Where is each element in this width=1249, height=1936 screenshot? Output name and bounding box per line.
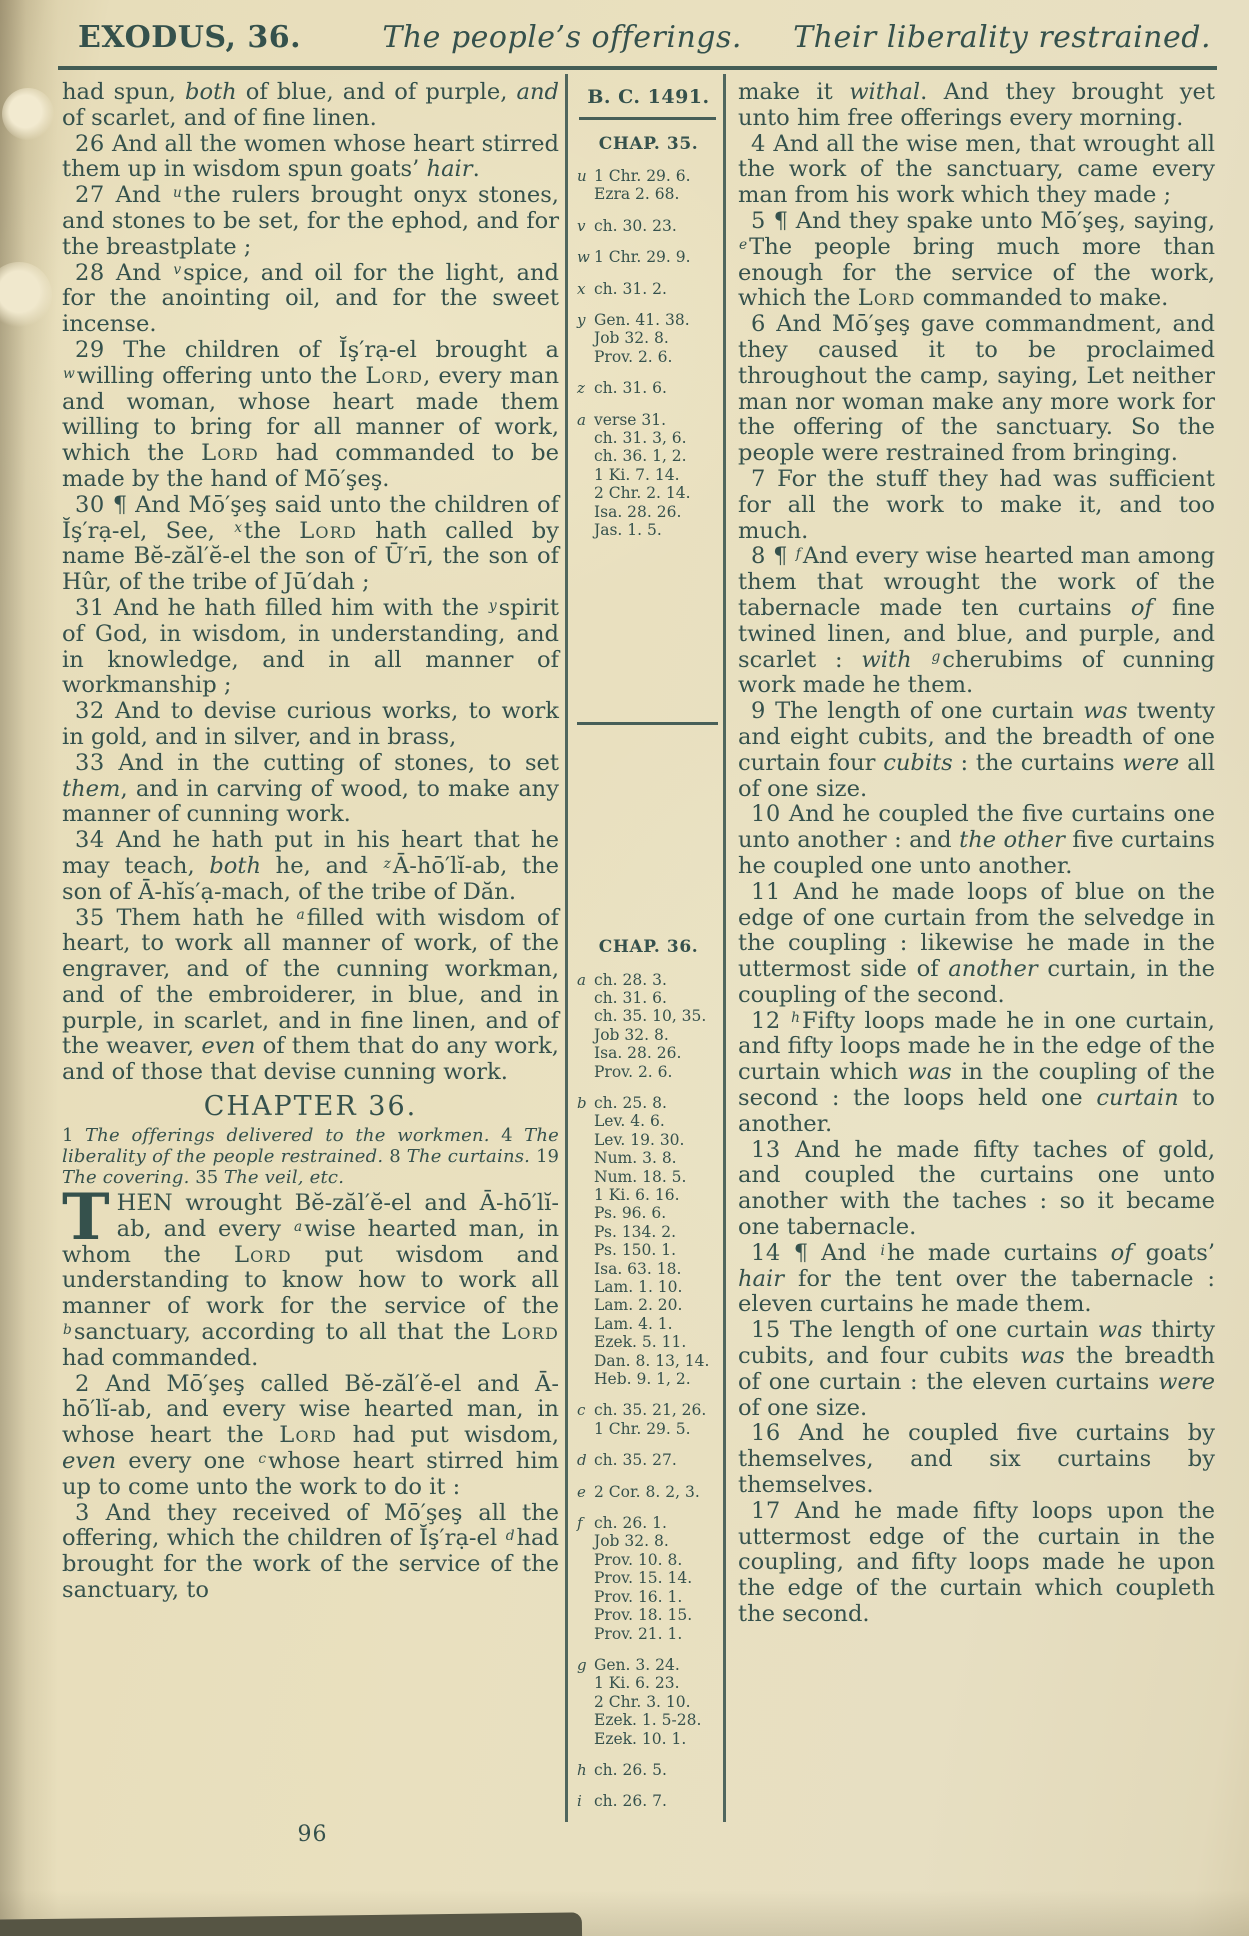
ref-line: Jas. 1. 5. xyxy=(594,521,662,540)
chapter-36-verses xyxy=(62,1180,559,1604)
verse: 17 And he made fifty loops upon the uttermost edge of the curtain in the coupling, and fifty loops made he upon the edge of the curtain which coupleth the second. xyxy=(738,1497,1215,1628)
cross-ref-letter: y xyxy=(488,597,497,614)
cross-ref-group xyxy=(577,1401,720,1438)
running-head xyxy=(62,20,1215,55)
verse: 29 The children of Ĭş′rạ-el brought a $^w$willing offering unto the Lord, every man and woman, whose heart made them willing to bring for all manner of work, which the Lord had commanded to be made by the hand of Mō′şeş. xyxy=(62,336,560,492)
verse: make it withal. And they brought yet unto him free offerings every morning. xyxy=(738,79,1215,131)
ref-line: ch. 35. 21, 26. xyxy=(594,1401,707,1420)
cross-ref-letter: z xyxy=(383,855,391,872)
cross-ref-letter: e xyxy=(739,236,748,253)
verse-number: 29 xyxy=(75,336,105,363)
ref-line: Prov. 21. 1. xyxy=(594,1624,683,1643)
ref-lines xyxy=(594,311,720,366)
verse: 15 The length of one curtain was thirty cubits, and four cubits was the breadth of one curtain : the eleven curtains were of one size. xyxy=(738,1317,1215,1421)
cross-ref-group xyxy=(577,1094,720,1389)
ref-lines xyxy=(594,1514,720,1643)
ref-line: Ps. 134. 2. xyxy=(594,1222,677,1241)
verse-number: 15 xyxy=(751,1317,781,1344)
cross-ref-letter: d xyxy=(505,1528,515,1545)
paper-blemish xyxy=(0,262,52,328)
running-head-right-title: Their liberality restrained. xyxy=(793,20,1211,55)
ref-lines xyxy=(594,280,720,298)
cross-ref-letter: c xyxy=(258,1450,267,1467)
ref-letter: w xyxy=(577,248,590,267)
ref-letter: h xyxy=(577,1760,587,1779)
ref-line: ch. 31. 2. xyxy=(594,279,667,298)
verse: THEN wrought Bĕ-zăl′ĕ-el and Ā-hō′lĭ-ab, and every $^a$wise hearted man, in whom the Lord put wisdom and understanding to know how to work all manner of work for the service of the $^b$sanctuary, according to all that the Lord had commanded. xyxy=(62,1180,559,1371)
ref-letter: i xyxy=(577,1792,582,1811)
verse-number: 11 xyxy=(751,878,781,905)
cross-ref-group xyxy=(577,217,720,235)
header-rule xyxy=(58,66,1217,70)
ref-line: Lam. 2. 20. xyxy=(594,1296,683,1315)
cross-ref-group xyxy=(577,311,720,366)
chap-36-references xyxy=(577,971,720,1811)
cross-ref-group xyxy=(577,167,720,204)
verse-number: 31 xyxy=(75,594,105,621)
ref-line: ch. 26. 7. xyxy=(594,1792,667,1811)
right-text-column xyxy=(726,74,1215,1822)
verse: 28 And $^v$spice, and oil for the light, and for the anointing oil, and for the sweet incense. xyxy=(62,259,559,338)
ref-lines xyxy=(594,1451,720,1469)
verse-number: 3 xyxy=(75,1499,90,1526)
ref-lines xyxy=(594,217,720,235)
ref-line: 2 Chr. 3. 10. xyxy=(594,1692,691,1711)
ref-line: Gen. 41. 38. xyxy=(594,311,690,330)
verse-number: 14 xyxy=(751,1239,781,1266)
ref-line: 1 Ki. 6. 16. xyxy=(594,1185,680,1204)
ref-line: ch. 31. 3, 6. xyxy=(594,429,687,448)
ref-line: Ps. 150. 1. xyxy=(594,1241,677,1260)
cross-ref-group xyxy=(577,280,720,298)
ref-line: Job 32. 8. xyxy=(594,1025,669,1044)
cross-ref-group xyxy=(577,1761,720,1779)
verse-number: 16 xyxy=(751,1420,781,1447)
verse: 11 And he made loops of blue on the edge of one curtain from the selvedge in the coupling : likewise he made in the uttermost side of another curtain, in the coupling of the second. xyxy=(738,878,1215,1008)
verse-number: 9 xyxy=(751,698,766,725)
ref-line: 1 Ki. 7. 14. xyxy=(594,465,680,484)
ref-line: 2 Chr. 2. 14. xyxy=(594,484,691,503)
cross-ref-letter: a xyxy=(294,1218,303,1235)
verse-number: 6 xyxy=(751,311,766,338)
verse: 12 $^h$Fifty loops made he in one curtain, and fifty loops made he in the edge of the curtain which was in the coupling of the second : the loops held one curtain to another. xyxy=(738,1007,1215,1137)
ref-line: 1 Ki. 6. 23. xyxy=(594,1674,680,1693)
verse: 5 ¶ And they spake unto Mō′şeş, saying, $^e$The people bring much more than enough for the service of the work, which the Lord commanded to make. xyxy=(738,207,1215,312)
verse-number: 17 xyxy=(751,1497,781,1524)
verse: 35 Them hath he $^a$filled with wisdom of heart, to work all manner of work, of the engraver, and of the cunning workman, and of the embroiderer, in blue, and in purple, in scarlet, and in fine linen, and of the weaver, even of them that do any work, and of those that devise cunning work. xyxy=(62,904,560,1086)
chapter-35-verses xyxy=(62,80,559,1086)
ref-line: ch. 26. 1. xyxy=(594,1514,667,1533)
divine-name: Lord xyxy=(233,1241,292,1268)
ref-lines xyxy=(594,971,720,1081)
ref-line: Heb. 9. 1, 2. xyxy=(594,1370,691,1389)
ref-line: ch. 31. 6. xyxy=(594,379,667,398)
ref-line: ch. 28. 3. xyxy=(594,970,667,989)
cross-ref-group xyxy=(577,1451,720,1469)
ref-line: Isa. 28. 26. xyxy=(594,502,682,521)
verse: 33 And in the cutting of stones, to set them, and in carving of wood, to make any manner of cunning work. xyxy=(62,749,559,828)
verse: 7 For the stuff they had was sufficient for all the work to make it, and too much. xyxy=(738,465,1215,544)
ref-letter: f xyxy=(577,1514,583,1533)
verse-number: 4 xyxy=(751,130,766,157)
ref-letter: a xyxy=(577,970,586,989)
cross-ref-letter: b xyxy=(63,1321,72,1338)
ref-line: Ezra 2. 68. xyxy=(594,185,680,204)
cross-ref-letter: f xyxy=(795,546,801,563)
ref-lines xyxy=(594,248,720,266)
ref-line: Prov. 2. 6. xyxy=(594,1062,673,1081)
ref-letter: c xyxy=(577,1401,586,1420)
page-number: 96 xyxy=(297,1822,328,1847)
ref-letter: v xyxy=(577,216,586,235)
ref-lines xyxy=(594,1656,720,1748)
cross-ref-group xyxy=(577,379,720,397)
ref-line: 2 Cor. 8. 2, 3. xyxy=(594,1482,700,1501)
verse-number: 2 xyxy=(75,1370,90,1397)
column-rule-left xyxy=(565,74,568,1822)
divine-name: Lord xyxy=(279,1422,338,1449)
ref-lines xyxy=(594,1401,720,1438)
verse: 8 ¶ $^f$And every wise hearted man among them that wrought the work of the tabernacle made ten curtains of fine twined linen, and blue, and purple, and scarlet : with $^g$cherubims of cunning work made he them. xyxy=(738,543,1215,699)
verse-number: 32 xyxy=(75,698,105,725)
ref-lines xyxy=(594,1792,720,1810)
verse: 26 And all the women whose heart stirred them up in wisdom spun goats’ hair. xyxy=(62,130,559,183)
divine-name: Lord xyxy=(857,285,916,312)
ref-line: Prov. 10. 8. xyxy=(594,1550,683,1569)
chap-35-ref-heading: CHAP. 35. xyxy=(598,134,699,154)
divine-name: Lord xyxy=(501,1319,559,1346)
ref-line: Lam. 1. 10. xyxy=(594,1278,683,1296)
verse: 3 And they received of Mō′şeş all the offering, which the children of Ĭş′rạ-el $^d$had brought for the work of the service of the sanctuary, to xyxy=(62,1499,559,1604)
ref-line: Lev. 19. 30. xyxy=(594,1130,685,1149)
verse-number: 7 xyxy=(751,465,766,492)
book-chapter-label: EXODUS, 36. xyxy=(78,20,302,55)
verse-number: 12 xyxy=(751,1007,781,1034)
ref-lines xyxy=(594,379,720,397)
ref-line: Lev. 4. 6. xyxy=(594,1112,665,1131)
verse-number: 33 xyxy=(75,749,105,776)
cross-ref-group xyxy=(577,1656,720,1748)
ref-line: ch. 31. 6. xyxy=(594,988,667,1007)
verse: 31 And he hath filled him with the $^y$spirit of God, in wisdom, in understanding, and in knowledge, and in all manner of workmanship ; xyxy=(62,594,559,699)
ref-lines xyxy=(594,167,720,204)
verse: 34 And he hath put in his heart that he may teach, both he, and $^z$Ā-hō′lĭ-ab, the son of Ā-hĭs′ạ-mach, of the tribe of Dăn. xyxy=(62,827,559,905)
verse: 9 The length of one curtain was twenty and eight cubits, and the breadth of one curtain four cubits : the curtains were all of one size. xyxy=(738,698,1215,802)
ref-letter: z xyxy=(577,379,585,398)
date-rule xyxy=(579,117,716,120)
verse-number: 8 xyxy=(751,543,766,570)
ref-line: ch. 26. 5. xyxy=(594,1760,667,1779)
cross-reference-column xyxy=(568,74,723,1822)
verse-number: 5 xyxy=(751,207,766,234)
ref-line: Num. 3. 8. xyxy=(594,1149,677,1168)
ref-line: Prov. 16. 1. xyxy=(594,1587,683,1606)
ref-line: Gen. 3. 24. xyxy=(594,1655,680,1674)
verse-number: 10 xyxy=(751,801,781,828)
verse-number: 35 xyxy=(75,904,105,931)
divine-name: Lord xyxy=(299,517,357,544)
ref-line: ch. 36. 1, 2. xyxy=(594,447,687,466)
verse-number: 30 xyxy=(75,491,105,518)
section-rule xyxy=(577,722,718,725)
ref-line: Ezek. 5. 11. xyxy=(594,1333,687,1352)
ref-lines xyxy=(594,1094,720,1389)
verse-number: 26 xyxy=(75,130,105,157)
ref-line: 1 Chr. 29. 6. xyxy=(594,167,691,185)
verse-number: 28 xyxy=(75,259,105,286)
cross-ref-letter: u xyxy=(172,184,182,201)
chapter-36-verses-continued xyxy=(738,80,1215,1628)
running-head-left-title: The people’s offerings. xyxy=(382,20,742,55)
verse: 2 And Mō′şeş called Bĕ-zăl′ĕ-el and Ā-hō′lĭ-ab, and every wise hearted man, in whose heart the Lord had put wisdom, even every one $^c$whose heart stirred him up to come unto the work to do it : xyxy=(62,1370,559,1500)
divine-name: Lord xyxy=(201,440,259,467)
ref-letter: b xyxy=(577,1093,587,1112)
ref-line: Isa. 63. 18. xyxy=(594,1259,682,1278)
chapter-36-summary: 1 The offerings delivered to the workmen. 4 The liberality of the people restrained. 8 The curtains. 19 The covering. 35 The veil, etc. xyxy=(62,1125,559,1189)
ref-line: Job 32. 8. xyxy=(594,1532,669,1551)
ref-letter: g xyxy=(577,1655,587,1674)
verse-number: 27 xyxy=(75,182,105,209)
ref-line: 1 Chr. 29. 5. xyxy=(594,1419,691,1438)
left-text-column xyxy=(60,74,565,1822)
ref-line: Prov. 18. 15. xyxy=(594,1606,693,1625)
ref-line: Prov. 15. 14. xyxy=(594,1569,693,1588)
ref-line: Num. 18. 5. xyxy=(594,1167,687,1186)
ref-line: Ezek. 1. 5-28. xyxy=(594,1711,702,1730)
book-edge-below-page xyxy=(0,1912,582,1936)
cross-ref-group xyxy=(577,1514,720,1643)
verse-number: 13 xyxy=(751,1136,781,1163)
cross-ref-group xyxy=(577,248,720,266)
verse: 13 And he made fifty taches of gold, and coupled the curtains one unto another with the taches : so it became one tabernacle. xyxy=(738,1136,1215,1241)
ref-line: Job 32. 8. xyxy=(594,329,669,348)
cross-ref-letter: w xyxy=(63,365,75,382)
ref-line: ch. 35. 10, 35. xyxy=(594,1007,707,1026)
ref-letter: x xyxy=(577,279,586,298)
column-rule-right xyxy=(723,74,726,1822)
cross-ref-group xyxy=(577,411,720,540)
ref-line: Dan. 8. 13, 14. xyxy=(594,1351,710,1370)
ref-line: ch. 25. 8. xyxy=(594,1093,667,1112)
chapter-36-heading: CHAPTER 36. xyxy=(203,1091,418,1123)
ref-line: verse 31. xyxy=(594,410,667,429)
verse: 30 ¶ And Mō′şeş said unto the children of Ĭş′rạ-el, See, $^x$the Lord hath called by name Bĕ-zăl′ĕ-el the son of Ū′rī, the son of Hûr, of the tribe of Jū′dah ; xyxy=(62,491,559,596)
verse: 27 And $^u$the rulers brought onyx stones, and stones to be set, for the ephod, and for the breastplate ; xyxy=(62,182,559,260)
ref-letter: y xyxy=(577,311,586,330)
chap-35-references xyxy=(577,167,720,540)
cross-ref-group xyxy=(577,971,720,1081)
ref-lines xyxy=(594,1483,720,1501)
ref-letter: e xyxy=(577,1482,586,1501)
cross-ref-group xyxy=(577,1792,720,1810)
cross-ref-letter: h xyxy=(791,1010,800,1027)
ref-line: ch. 35. 27. xyxy=(594,1451,677,1470)
cross-ref-letter: x xyxy=(234,520,242,537)
cross-ref-letter: a xyxy=(296,907,305,924)
cross-ref-letter: i xyxy=(880,1242,885,1259)
cross-ref-letter: v xyxy=(173,262,182,279)
ref-line: ch. 30. 23. xyxy=(594,216,677,235)
ref-letter: a xyxy=(577,410,586,429)
divine-name: Lord xyxy=(365,362,424,389)
drop-cap: T xyxy=(62,1180,110,1256)
date-annotation: B. C. 1491. xyxy=(587,86,710,108)
ref-letter: u xyxy=(577,167,587,185)
verse: 6 And Mō′şeş gave commandment, and they caused it to be proclaimed throughout the camp, saying, Let neither man nor woman make any more work for the offering of the sanctuary. So the people were restrained from bringing. xyxy=(738,311,1215,467)
ref-line: 1 Chr. 29. 9. xyxy=(594,248,691,267)
verse: 4 And all the wise men, that wrought all the work of the sanctuary, came every man from his work which they made ; xyxy=(738,130,1215,209)
ref-letter: d xyxy=(577,1451,587,1470)
verse-number: 34 xyxy=(75,827,105,854)
chap-36-ref-heading: CHAP. 36. xyxy=(598,936,699,957)
ref-lines xyxy=(594,411,720,540)
ref-line: Ezek. 10. 1. xyxy=(594,1729,687,1748)
paper-blemish xyxy=(2,88,54,140)
cross-ref-group xyxy=(577,1483,720,1501)
verse: 14 ¶ And $^i$he made curtains of goats’ hair for the tent over the tabernacle : eleven curtains he made them. xyxy=(738,1239,1215,1318)
verse: 10 And he coupled the five curtains one unto another : and the other five curtains he coupled one unto another. xyxy=(738,801,1215,879)
ref-line: Prov. 2. 6. xyxy=(594,347,673,366)
ref-line: Ps. 96. 6. xyxy=(594,1204,667,1223)
ref-line: Isa. 28. 26. xyxy=(594,1044,682,1063)
ref-lines xyxy=(594,1761,720,1779)
verse: had spun, both of blue, and of purple, and of scarlet, and of fine linen. xyxy=(62,79,559,131)
ref-line: Lam. 4. 1. xyxy=(594,1314,673,1333)
text-columns xyxy=(60,74,1215,1822)
verse: 32 And to devise curious works, to work in gold, and in silver, and in brass, xyxy=(62,698,559,750)
verse: 16 And he coupled five curtains by themselves, and six curtains by themselves. xyxy=(738,1420,1215,1499)
cross-ref-letter: g xyxy=(931,649,941,666)
